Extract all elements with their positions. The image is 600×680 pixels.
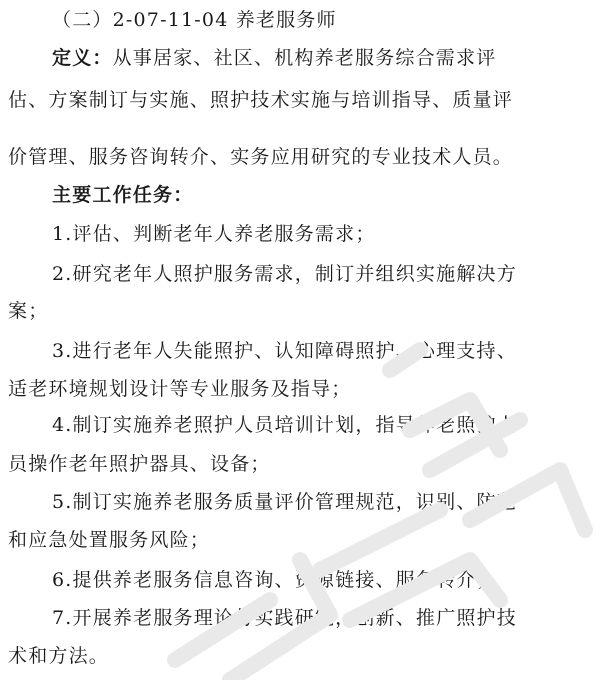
definition-label: 定义： <box>52 47 113 69</box>
task-7-line-1: 7.开展养老服务理论与实践研究，创新、推广照护技 <box>52 607 517 629</box>
section-heading: （二）2-07-11-04 养老服务师 <box>52 9 337 31</box>
definition-text-1: 从事居家、社区、机构养老服务综合需求评 <box>112 47 497 69</box>
definition-line-1 <box>52 46 496 70</box>
task-5-line-2: 和应急处置服务风险； <box>8 529 211 551</box>
task-4-line-2: 员操作老年照护器具、设备； <box>8 453 271 475</box>
task-2-line-1: 2.研究老年人照护服务需求，制订并组织实施解决方 <box>52 263 517 285</box>
task-2-line-2: 案； <box>8 300 49 322</box>
task-3-line-2: 适老环境规划设计等专业服务及指导； <box>8 378 352 400</box>
task-1-line-1: 1.评估、判断老年人养老服务需求； <box>52 223 376 245</box>
tasks-heading: 主要工作任务： <box>52 184 194 206</box>
task-4-line-1: 4.制订实施养老照护人员培训计划，指导养老照护人 <box>52 414 517 436</box>
definition-line-3: 价管理、服务咨询转介、实务应用研究的专业技术人员。 <box>8 146 514 168</box>
task-3-line-1: 3.进行老年人失能照护、认知障碍照护、心理支持、 <box>52 340 517 362</box>
task-5-line-1: 5.制订实施养老服务质量评价管理规范，识别、防范 <box>52 491 517 513</box>
definition-line-2: 估、方案制订与实施、照护技术实施与培训指导、质量评 <box>8 89 514 111</box>
task-7-line-2: 术和方法。 <box>8 645 110 667</box>
task-6-line-1: 6.提供养老服务信息咨询、资源链接、服务转介； <box>52 569 497 591</box>
